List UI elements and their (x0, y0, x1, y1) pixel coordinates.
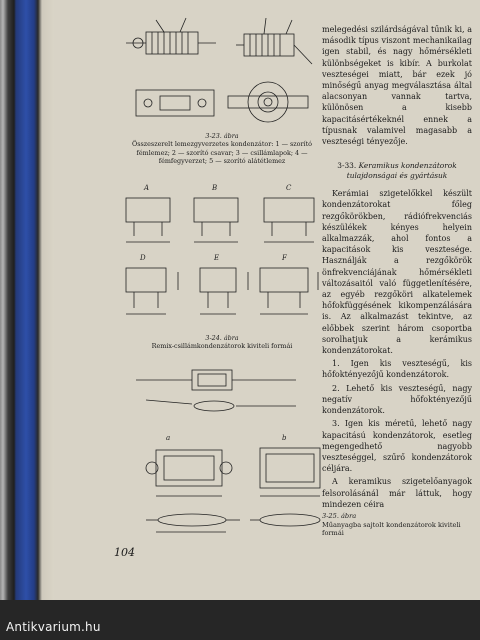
figure-3-25-number: 3-25. ábra (322, 512, 357, 520)
figure-3-23-drawing (116, 12, 326, 130)
page-number: 104 (114, 546, 135, 559)
paragraph-2: Kerámiai szigetelőkkel készült kondenzátorokat főleg rezgőkörökben, rádiófrekvenciás készülékek kényes helyein alkalmazzák, ahol fontos a kapacitások kis vesztesége. Használják a rezgőkörök önfrekvenciájának hőmérsékleti változásaitól való függetlenítésére, az egyéb rezgőköri alkatelemek hőfokfüggésének kikompenzálására is. Az alkalmazást tekintve, az előbbek szerint három csoportba sorolhatjuk a kerámikus kondenzátorokat. (322, 189, 472, 356)
fig2-label-f: F (282, 254, 287, 262)
fig2-label-a: A (144, 184, 150, 192)
fig2-label-e: E (214, 254, 220, 262)
right-text-column (322, 24, 472, 512)
figure-3-24-number: 3-24. ábra (205, 334, 239, 342)
book-page (54, 0, 480, 640)
figure-3-23-number: 3-23. ábra (205, 132, 239, 140)
fig3-label-b: b (282, 434, 287, 442)
list-item-3: 3. Igen kis méretű, lehető nagy kapacitású kondenzátorok, esetleg megengedhető nagyobb veszteséggel, szűrő kondenzátorok céljára. (322, 419, 472, 474)
section-heading (322, 161, 472, 180)
section-heading-number: 3-33. (337, 161, 357, 171)
figure-3-23-caption: Összeszerelt lemezgyverzetes kondenzátor: 1 — szorító fémlemez; 2 — szorító csavar; 3 — csillámlapok; 4 — fémfegyverzet; 5 — szorító alátétlemez (131, 140, 313, 166)
figure-3-24-drawing (114, 176, 326, 332)
fig2-label-b: B (212, 184, 218, 192)
fig2-label-c: C (286, 184, 292, 192)
fig3-label-a: a (166, 434, 171, 442)
stacked-capacitor-illustration (116, 12, 326, 130)
fig2-label-d: D (140, 254, 146, 262)
figure-3-25-drawing (106, 360, 326, 540)
remix-capacitor-outlines (114, 176, 326, 332)
molded-capacitor-outlines (106, 360, 326, 540)
list-item-2: 2. Lehető kis veszteségű, nagy negatív hőfoktényezőjű kondenzátorok. (322, 383, 472, 416)
paragraph-1: melegedési szilárdságával tűnik ki, a második típus viszont mechanikailag igen stabil, és nagy hőmérsékleti különbségeket is kibír. A burkolat veszteségei miatt, bár ezek jó minőségű anyag megválasztása által alacsonyan vannak tartva, különösen a kisebb kapacitásértékeknél ennek a típusnak valamivel magasabb a veszteségi tényezője. (322, 25, 472, 147)
figure-3-25-caption: Műanyagba sajtolt kondenzátorok kiviteli formái (322, 520, 461, 538)
figure-3-24-caption-block (124, 334, 320, 351)
figure-3-24-caption: Remix-csillámkondenzátorok kiviteli formái (151, 342, 293, 351)
watermark-text: Antikvarium.hu (6, 620, 101, 634)
section-heading-text: Keramikus kondenzátorok tulajdonságai és gyártásuk (346, 161, 457, 180)
paragraph-3: A keramikus szigetelőanyagok felsorolásánál már láttuk, hogy mindezen céira (322, 477, 472, 509)
book-spine (0, 0, 54, 640)
figure-3-23-caption-block (124, 132, 320, 166)
list-item-1: 1. Igen kis veszteségű, kis hőfoktényezőjű kondenzátorok. (322, 359, 472, 380)
figure-3-25-caption-block (322, 512, 472, 538)
